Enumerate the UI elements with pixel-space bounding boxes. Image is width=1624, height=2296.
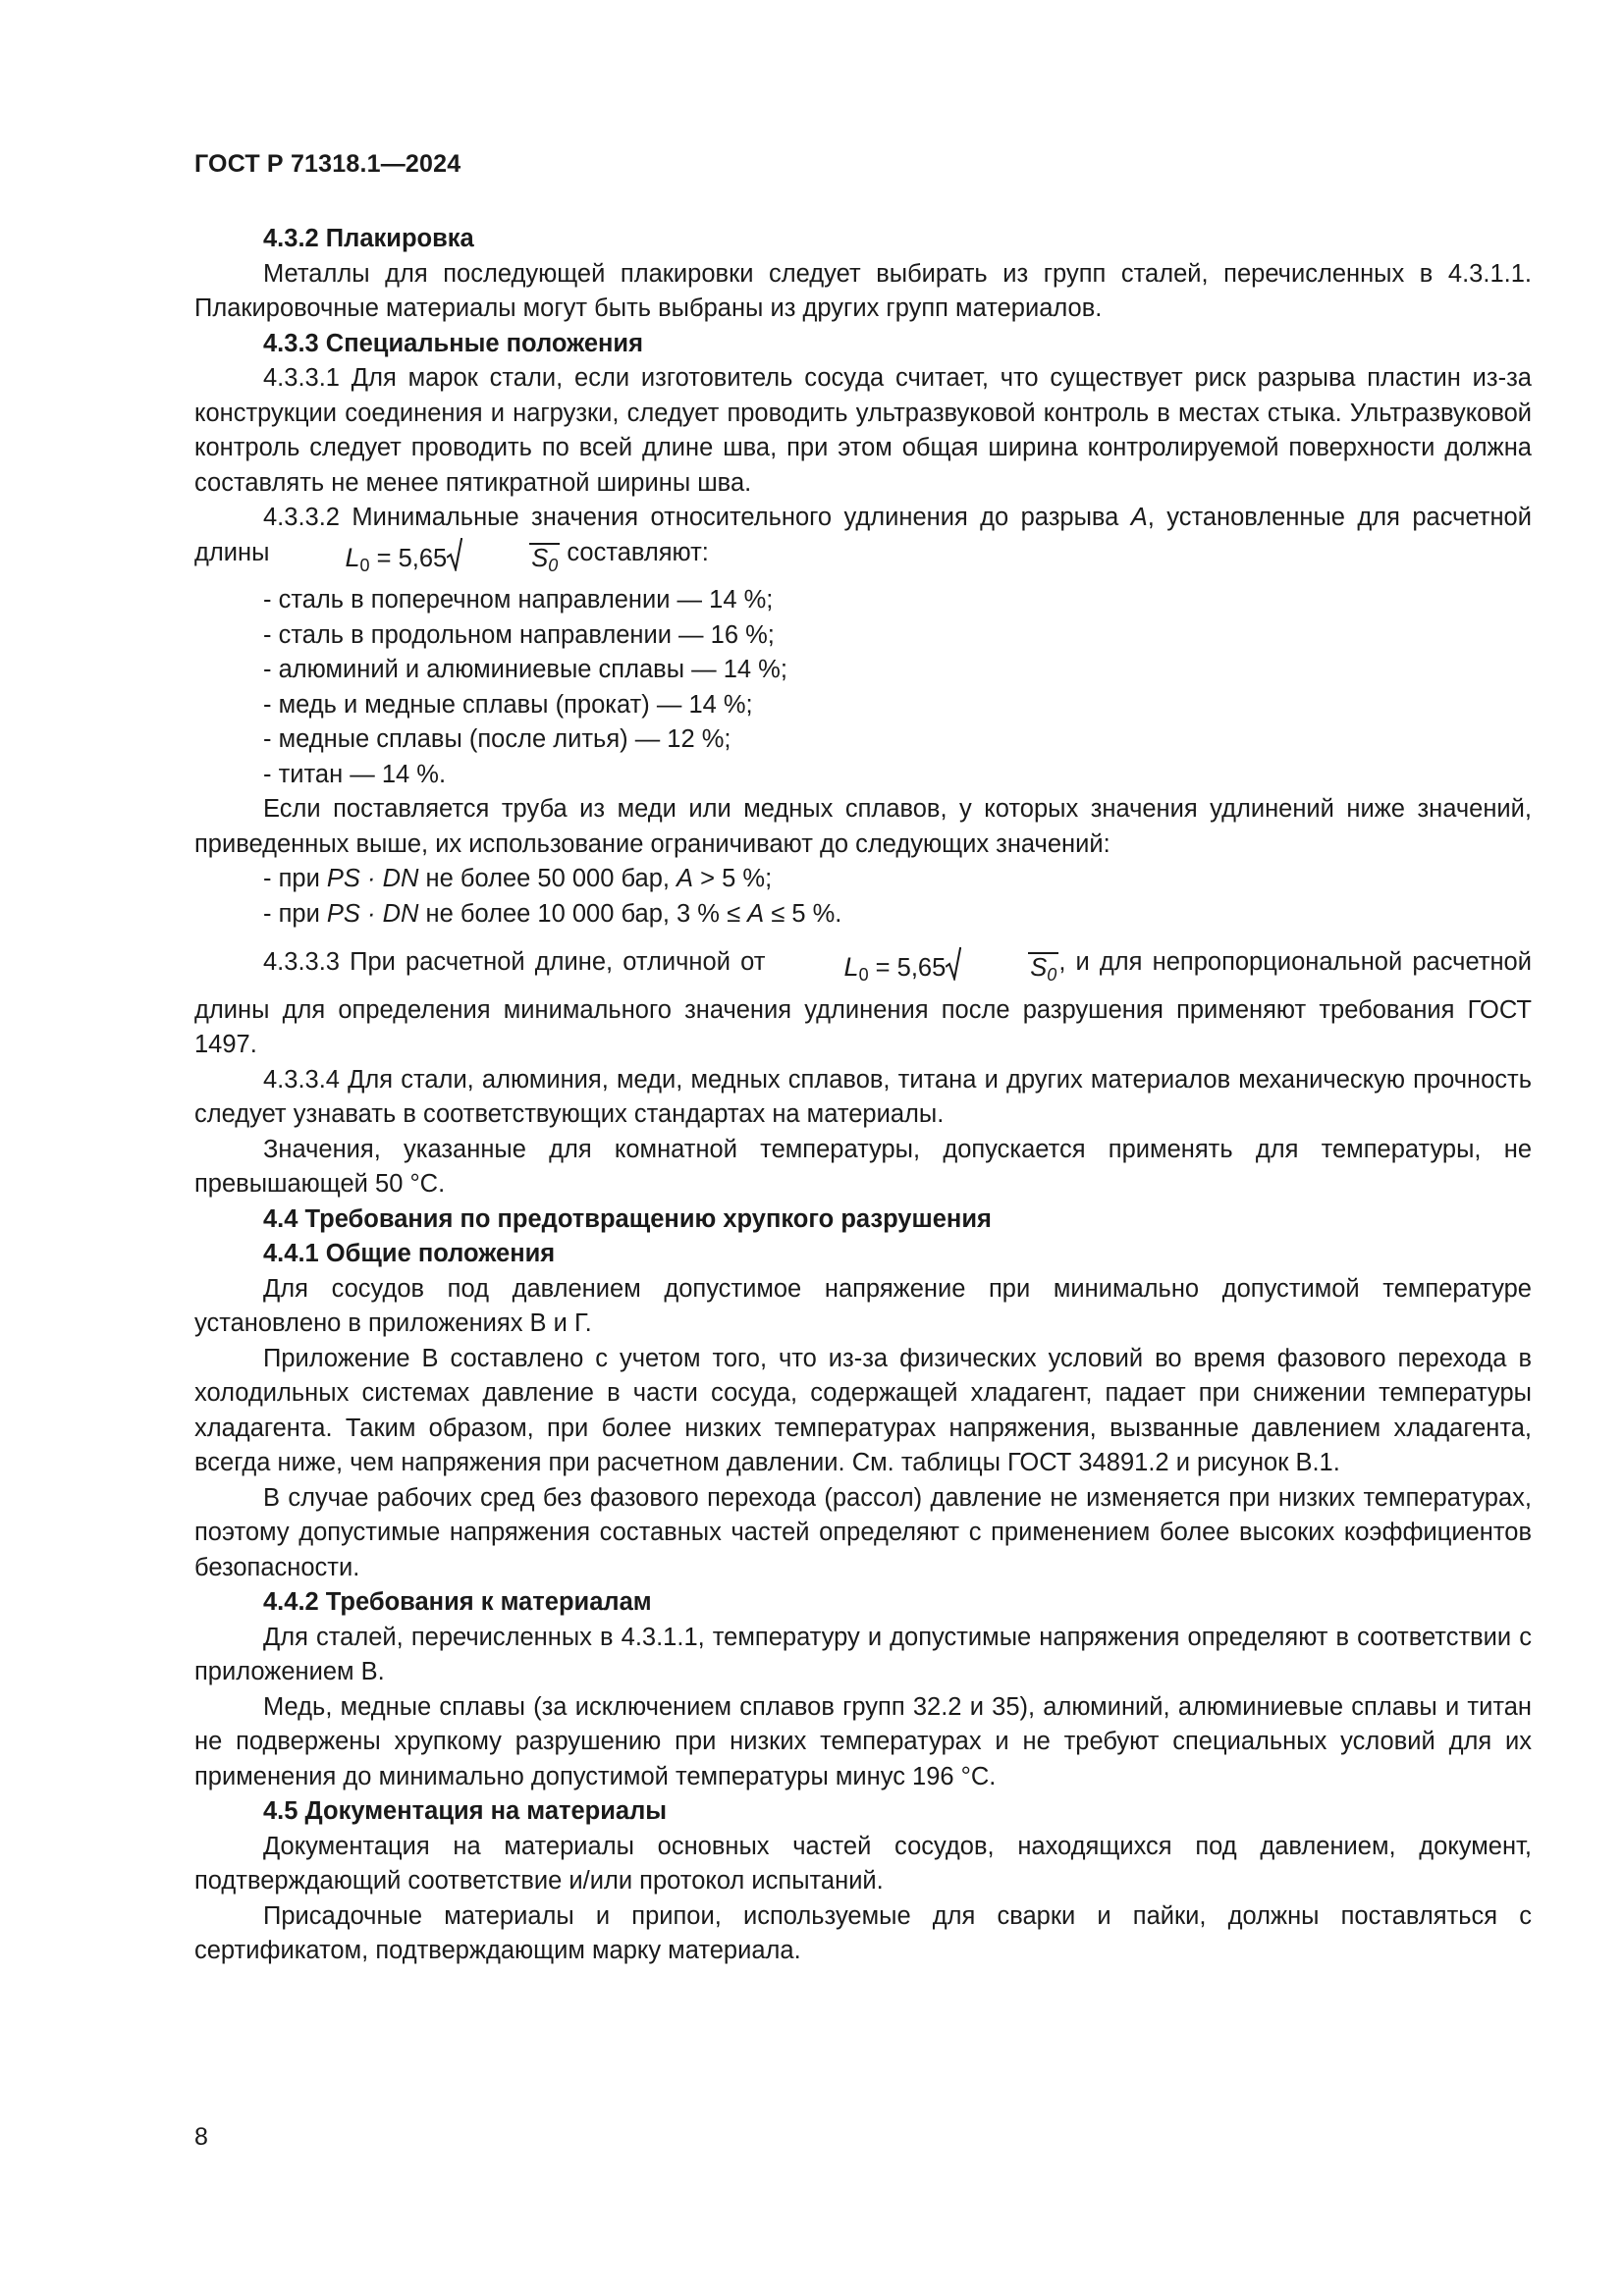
text-run: 4.3.3.3 При расчетной длине, отличной от — [263, 948, 776, 976]
paragraph: 4.3.3.4 Для стали, алюминия, меди, медных сплавов, титана и других материалов механическую прочность следует узнавать в соответствующих стандартах на материалы. — [194, 1065, 1532, 1128]
section-4-4-1-title: 4.4.1 Общие положения — [263, 1240, 556, 1267]
gauge-length-formula: $L_0 = 5,65$ $S_0$ — [776, 950, 1059, 993]
square-root-sign: $S_0$ — [946, 951, 1058, 993]
paragraph-with-formula — [194, 945, 1532, 1063]
text-run: 4.3.3.2 Минимальные значения относительного удлинения до разрыва — [263, 504, 1131, 531]
document-body — [194, 222, 1532, 1969]
text-run: составляют: — [560, 538, 709, 566]
page-number: 8 — [194, 2123, 208, 2151]
gauge-length-formula: $L_0 = 5,65$ $S_0$ — [277, 541, 561, 584]
text-run: , и для непропорциональной расчетной длины для определения минимального значения удлинения после разрушения применяют требования ГОСТ 1497. — [194, 948, 1532, 1058]
paragraph: Если поставляется труба из меди или медных сплавов, у которых значения удлинений ниже значений, приведенных выше, их использование ограничивают до следующих значений: — [194, 795, 1532, 858]
document-id-header: ГОСТ Р 71318.1—2024 — [194, 150, 461, 178]
paragraph: В случае рабочих сред без фазового перехода (рассол) давление не изменяется при низких температурах, поэтому допустимые напряжения составных частей определяют с применением более высоких коэффициентов безопасности. — [194, 1483, 1532, 1581]
variable: A — [1130, 504, 1148, 531]
list-item: - при PS · DN не более 10 000 бар, 3 % ≤ A ≤ 5 %. — [263, 899, 842, 928]
list-item: - при PS · DN не более 50 000 бар, A > 5 %; — [263, 865, 773, 892]
radical-icon — [946, 947, 961, 981]
paragraph: Значения, указанные для комнатной температуры, допускается применять для температуры, не превышающей 50 °С. — [194, 1135, 1532, 1198]
section-4-3-3-title: 4.3.3 Специальные положения — [263, 329, 643, 357]
paragraph: Документация на материалы основных частей сосудов, находящихся под давлением, документ, подтверждающий соответствие и/или протокол испытаний. — [194, 1832, 1532, 1895]
paragraph: 4.3.3.1 Для марок стали, если изготовитель сосуда считает, что существует риск разрыва пластин из-за конструкции соединения и нагрузки, следует проводить ультразвуковой контроль в местах стыка. Ультразвуковой контроль следует проводить по всей длине шва, при этом общая ширина контролируемой поверхности должна составлять не менее пятикратной ширины шва. — [194, 364, 1532, 497]
list-item: - сталь в продольном направлении — 16 %; — [263, 620, 775, 649]
radical-icon — [447, 538, 462, 571]
list-item: - сталь в поперечном направлении — 14 %; — [263, 586, 774, 614]
paragraph: Медь, медные сплавы (за исключением сплавов групп 32.2 и 35), алюминий, алюминиевые сплавы и титан не подвержены хрупкому разрушению при низких температурах и не требуют специальных условий для их применения до минимально допустимой температуры минус 196 °С. — [194, 1692, 1532, 1790]
square-root-sign: $S_0$ — [447, 542, 560, 584]
paragraph-with-formula — [194, 501, 1532, 583]
paragraph: Металлы для последующей плакировки следует выбирать из групп сталей, перечисленных в 4.3.1.1. Плакировочные материалы могут быть выбраны из других групп материалов. — [194, 259, 1532, 322]
section-4-5-title: 4.5 Документация на материалы — [263, 1797, 668, 1825]
section-4-4-2-title: 4.4.2 Требования к материалам — [263, 1588, 652, 1616]
list-item: - медь и медные сплавы (прокат) — 14 %; — [263, 690, 753, 719]
list-item: - титан — 14 %. — [263, 760, 447, 788]
paragraph: Присадочные материалы и припои, используемые для сварки и пайки, должны поставляться с сертификатом, подтверждающим марку материала. — [194, 1901, 1532, 1964]
section-4-3-2-title: 4.3.2 Плакировка — [263, 225, 474, 252]
paragraph: Для сосудов под давлением допустимое напряжение при минимально допустимой температуре установлено в приложениях В и Г. — [194, 1274, 1532, 1337]
list-item: - алюминий и алюминиевые сплавы — 14 %; — [263, 656, 787, 683]
text-run: , установленные для расчетной длины — [194, 504, 1532, 566]
section-4-4-title: 4.4 Требования по предотвращению хрупкого разрушения — [263, 1204, 992, 1233]
list-item: - медные сплавы (после литья) — 12 %; — [263, 725, 731, 753]
paragraph: Приложение В составлено с учетом того, что из-за физических условий во время фазового перехода в холодильных системах давление в части сосуда, содержащей хладагент, падает при снижении температуры хладагента. Таким образом, при более низких температурах напряжения, вызванные давлением хладагента, всегда ниже, чем напряжения при расчетном давлении. См. таблицы ГОСТ 34891.2 и рисунок В.1. — [194, 1344, 1532, 1476]
paragraph: Для сталей, перечисленных в 4.3.1.1, температуру и допустимые напряжения определяют в соответствии с приложением В. — [194, 1623, 1532, 1685]
